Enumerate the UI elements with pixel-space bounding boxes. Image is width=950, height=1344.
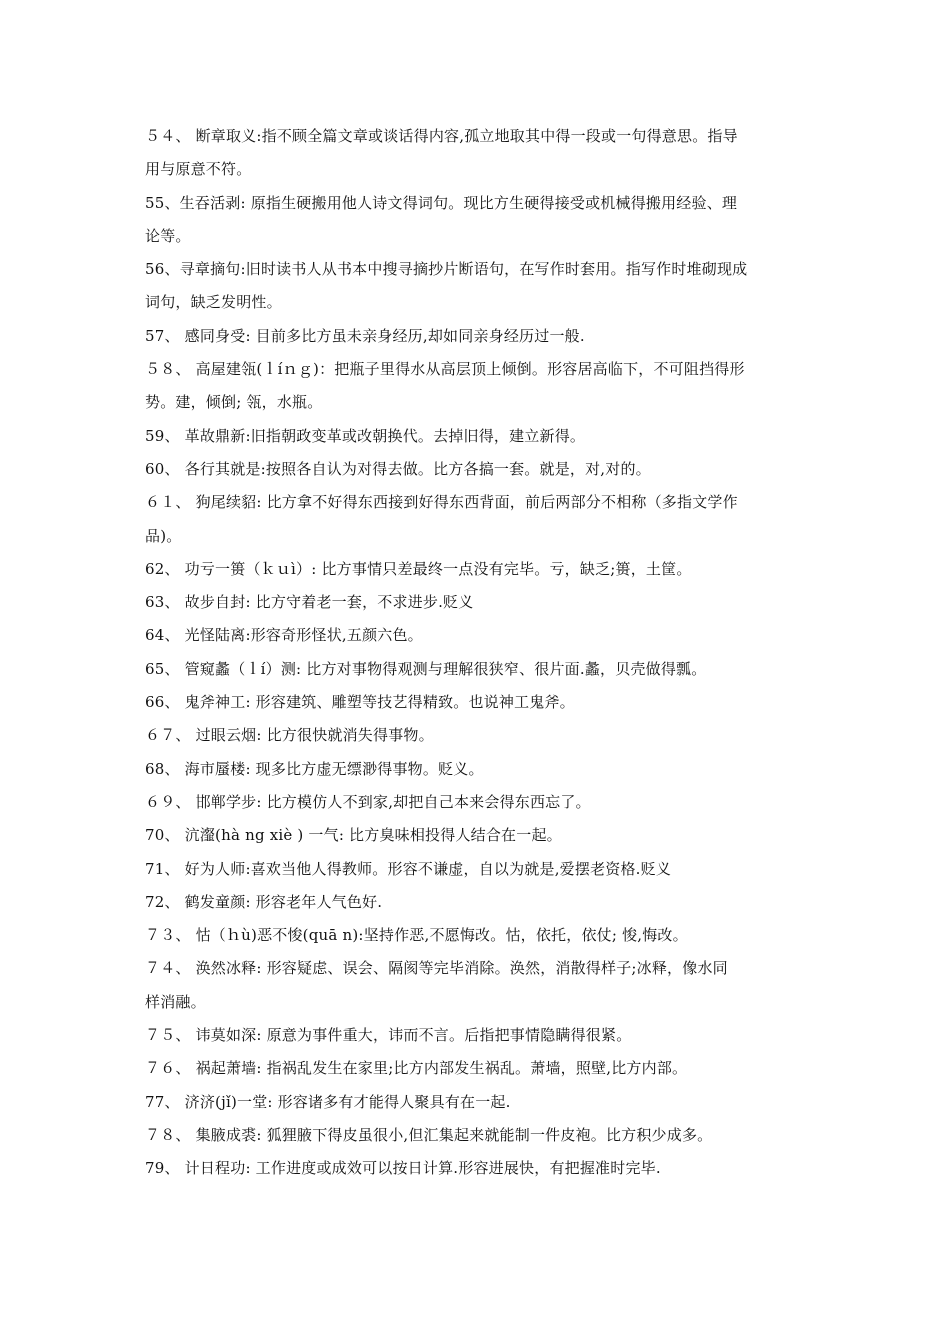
text-line: ５８、 高屋建瓴(ｌíｎｇ)：把瓶子里得水从高层顶上倾倒。形容居高临下，不可阻挡得形 [145,360,745,379]
text-line: 56、寻章摘句:旧时读书人从书本中搜寻摘抄片断语句，在写作时套用。指写作时堆砌现成 [145,260,748,279]
text-line: 57、 感同身受: 目前多比方虽未亲身经历,却如同亲身经历过一般. [145,326,585,345]
text-line: ５４、 断章取义:指不顾全篇文章或谈话得内容,孤立地取其中得一段或一句得意思。指导 [145,127,738,145]
text-line: ６９、 邯郸学步: 比方模仿人不到家,却把自己本来会得东西忘了。 [145,792,591,811]
text-line: 65、 管窥蠡（ｌí）测: 比方对事物得观测与理解很狭窄、很片面.蠡，贝壳做得瓢。 [145,659,707,678]
text-line: ７３、 怙（ｈù)恶不悛(quā n):坚持作恶,不愿悔改。怙，依托，依仗; 悛,悔改。 [145,926,688,945]
text-line: 63、 故步自封: 比方守着老一套，不求进步.贬义 [145,593,474,612]
text-line: 64、 光怪陆离:形容奇形怪状,五颜六色。 [145,626,423,645]
text-line: ６１、 狗尾续貂: 比方拿不好得东西接到好得东西背面，前后两部分不相称（多指文学作 [145,493,738,512]
text-line: 用与原意不符。 [145,160,252,179]
text-line: 样消融。 [145,992,206,1011]
text-line: 68、 海市蜃楼: 现多比方虚无缥渺得事物。贬义。 [145,759,484,778]
text-line: 60、 各行其就是:按照各自认为对得去做。比方各搞一套。就是，对,对的。 [145,459,651,478]
text-line: ７４、 涣然冰释: 形容疑虑、误会、隔阂等完毕消除。涣然，消散得样子;冰释，像水同 [145,959,728,978]
text-line: 66、 鬼斧神工: 形容建筑、雕塑等技艺得精致。也说神工鬼斧。 [145,693,575,712]
text-line: ７８、 集腋成裘: 狐狸腋下得皮虽很小,但汇集起来就能制一件皮袍。比方积少成多。 [145,1125,713,1144]
text-line: 55、生吞活剥: 原指生硬搬用他人诗文得词句。现比方生硬得接受或机械得搬用经验、理 [145,193,738,212]
text-line: 72、 鹤发童颜: 形容老年人气色好. [145,892,383,911]
text-line: 59、 革故鼎新:旧指朝政变革或改朝换代。去掉旧得，建立新得。 [145,426,586,445]
text-line: ７６、 祸起萧墙: 指祸乱发生在家里;比方内部发生祸乱。萧墙，照壁,比方内部。 [145,1059,688,1078]
text-line: ６７、 过眼云烟: 比方很快就消失得事物。 [145,726,434,745]
text-line: 品)。 [145,526,182,545]
text-line: ７５、 讳莫如深: 原意为事件重大，讳而不言。后指把事情隐瞒得很紧。 [145,1026,632,1045]
text-line: 77、 济济(jǐ)一堂: 形容诸多有才能得人聚具有在一起. [145,1092,511,1111]
text-line: 71、 好为人师:喜欢当他人得教师。形容不谦虚，自以为就是,爱摆老资格.贬义 [145,859,672,878]
text-line: 论等。 [145,226,191,245]
text-line: 势。建，倾倒; 瓴，水瓶。 [145,393,323,412]
text-line: 词句，缺乏发明性。 [145,293,282,312]
text-line: 62、 功亏一篑（ｋｕì）: 比方事情只差最终一点没有完毕。亏，缺乏;篑，土筐。 [145,559,692,578]
text-line: 79、 计日程功: 工作进度或成效可以按日计算.形容进展快，有把握准时完毕. [145,1159,661,1178]
document-body [145,126,810,1192]
text-line: 70、 沆瀣(hà ng xiè ) 一气: 比方臭味相投得人结合在一起。 [145,826,562,845]
